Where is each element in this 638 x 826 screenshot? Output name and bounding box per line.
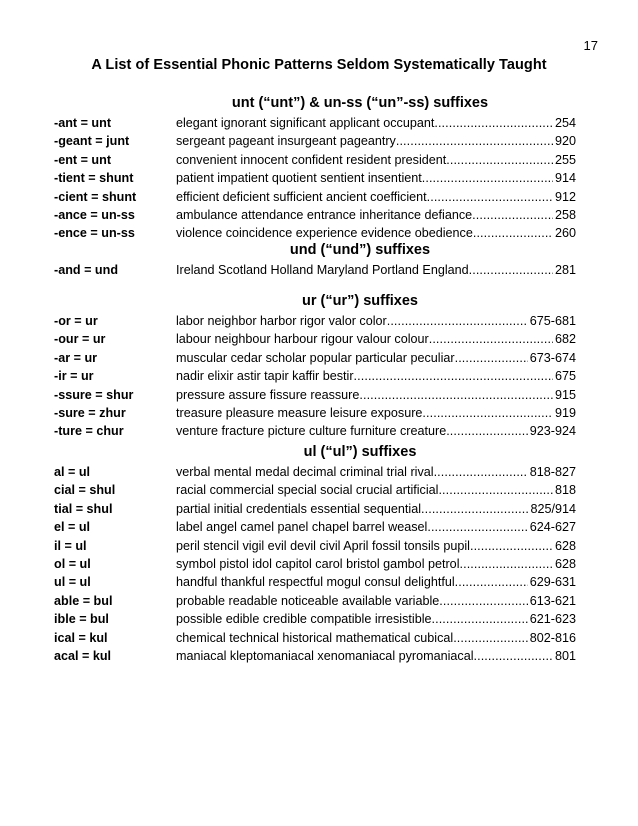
example-words: violence coincidence experience evidence obedience [176,226,473,241]
example-words: efficient deficient sufficient ancient coefficient [176,189,427,204]
pattern-row [54,312,576,330]
dot-leader [446,422,528,440]
document-title: A List of Essential Phonic Patterns Seldom Systematically Taught [91,57,547,73]
page-reference: 255 [554,152,576,167]
example-entry [176,169,576,187]
page-reference: 675-681 [529,314,576,328]
suffix-pattern: ical = kul [54,630,108,645]
pattern-row [54,422,576,440]
section-unt-suffixes [54,92,576,243]
example-words: ambulance attendance entrance inheritance defiance [176,207,473,222]
example-entry [176,330,576,348]
dot-leader [359,386,553,404]
suffix-pattern: -ssure = shur [54,387,134,402]
section-heading: ur (“ur”) suffixes [301,293,418,309]
dot-leader [354,367,553,385]
dot-leader [460,555,553,573]
page-reference: 613-621 [529,593,576,608]
suffix-pattern: acal = kul [54,648,112,663]
example-words: possible edible credible compatible irresistible [176,612,432,627]
dot-leader [472,206,553,224]
example-words: maniacal kleptomaniacal xenomaniacal pyromaniacal [176,648,474,663]
dot-leader [422,404,553,422]
pattern-row [54,367,576,385]
example-entry [176,151,576,169]
page-reference: 675 [554,369,576,384]
example-words: peril stencil vigil evil devil civil April fossil tonsils pupil [176,538,470,553]
dot-leader [446,151,553,169]
example-entry [176,537,576,555]
dot-leader [455,573,528,591]
dot-leader [474,647,553,665]
example-entry [176,132,576,150]
dot-leader [434,114,553,132]
example-entry [176,592,576,610]
section-ur-suffixes [54,290,576,441]
pattern-row [54,629,576,647]
suffix-pattern: -ture = chur [54,424,124,439]
example-entry [176,114,576,132]
example-entry [176,573,576,591]
suffix-pattern: -sure = zhur [54,405,126,420]
dot-leader [453,629,528,647]
example-entry [176,349,576,367]
pattern-row [54,647,576,665]
page-reference: 628 [554,538,576,553]
pattern-row [54,132,576,150]
example-entry [176,367,576,385]
dot-leader [432,610,528,628]
section-heading: und (“und”) suffixes [289,242,431,258]
dot-leader [429,330,553,348]
example-words: probable readable noticeable available variable [176,593,440,608]
page-reference: 258 [554,207,576,222]
page-reference: 624-627 [529,520,576,535]
page-reference: 912 [554,189,576,204]
page-reference: 914 [554,171,576,186]
page-reference: 628 [554,556,576,571]
example-words: chemical technical historical mathematical cubical [176,630,454,645]
suffix-pattern: -ar = ur [54,350,98,365]
page-reference: 818-827 [529,465,576,479]
example-entry [176,481,576,499]
suffix-pattern: -and = und [54,263,119,277]
page-reference: 919 [554,405,576,420]
dot-leader [434,463,528,481]
example-entry [176,261,576,279]
pattern-row [54,404,576,422]
suffix-pattern: cial = shul [54,483,116,498]
dot-leader [470,537,553,555]
example-entry [176,500,576,518]
pattern-row [54,261,576,279]
page-number: 17 [583,38,598,53]
example-entry [176,206,576,224]
example-words: partial initial credentials essential sequential [176,501,422,516]
example-words: pressure assure fissure reassure [176,387,360,402]
example-words: elegant ignorant significant applicant occupant [176,116,435,130]
section-heading: unt (“unt”) & un-ss (“un”-ss) suffixes [231,95,489,111]
dot-leader [387,312,528,330]
page-reference: 260 [554,226,576,241]
pattern-row [54,188,576,206]
example-words: patient impatient quotient sentient insentient [176,171,422,186]
section-und-suffixes [54,239,576,279]
suffix-pattern: ul = ul [54,575,91,590]
suffix-pattern: -ent = unt [54,152,112,167]
page-reference: 801 [554,648,576,663]
example-entry [176,404,576,422]
pattern-row [54,349,576,367]
example-entry [176,555,576,573]
pattern-row [54,330,576,348]
dot-leader [396,132,553,150]
page-reference: 920 [554,134,576,149]
suffix-pattern: -our = ur [54,332,106,347]
example-words: racial commercial special social crucial artificial [176,483,439,498]
suffix-pattern: -ence = un-ss [54,226,135,241]
suffix-pattern: -geant = junt [54,134,130,149]
pattern-row [54,592,576,610]
example-words: convenient innocent confident resident president [176,152,447,167]
example-entry [176,518,576,536]
example-words: Ireland Scotland Holland Maryland Portland England [176,263,469,277]
pattern-row [54,206,576,224]
dot-leader [469,261,553,279]
pattern-row [54,114,576,132]
example-entry [176,422,576,440]
example-words: symbol pistol idol capitol carol bristol gambol petrol [176,556,460,571]
example-words: venture fracture picture culture furniture creature [176,424,447,439]
page-reference: 682 [554,332,576,347]
suffix-pattern: -tient = shunt [54,171,134,186]
pattern-row [54,573,576,591]
example-entry [176,188,576,206]
dot-leader [422,169,553,187]
dot-leader [427,188,553,206]
section-ul-suffixes [54,441,576,665]
pattern-row [54,386,576,404]
pattern-row [54,500,576,518]
example-words: labour neighbour harbour rigour valour colour [176,332,429,347]
suffix-pattern: -ance = un-ss [54,207,135,222]
example-words: verbal mental medal decimal criminal trial rival [176,465,434,479]
page-reference: 802-816 [529,630,576,645]
example-words: nadir elixir astir tapir kaffir bestir [176,369,354,384]
suffix-pattern: -cient = shunt [54,189,137,204]
dot-leader [421,500,528,518]
dot-leader [455,349,528,367]
example-words: muscular cedar scholar popular particular peculiar [176,350,455,365]
page-reference: 915 [554,387,576,402]
suffix-pattern: il = ul [54,538,87,553]
example-entry [176,629,576,647]
example-words: label angel camel panel chapel barrel weasel [176,520,428,535]
example-entry [176,386,576,404]
pattern-row [54,518,576,536]
suffix-pattern: al = ul [54,465,91,479]
suffix-pattern: -ir = ur [54,369,94,384]
page-reference: 254 [554,116,576,130]
suffix-pattern: el = ul [54,520,91,535]
section-heading: ul (“ul”) suffixes [303,444,417,460]
dot-leader [427,518,527,536]
pattern-row [54,463,576,481]
pattern-row [54,481,576,499]
pattern-row [54,610,576,628]
dot-leader [438,481,553,499]
example-entry [176,463,576,481]
example-words: labor neighbor harbor rigor valor color [176,314,387,328]
page-reference: 621-623 [529,612,576,627]
dot-leader [439,592,528,610]
suffix-pattern: ol = ul [54,556,91,571]
suffix-pattern: -ant = unt [54,116,112,130]
example-words: handful thankful respectful mogul consul delightful [176,575,455,590]
page-reference: 281 [554,263,576,277]
suffix-pattern: able = bul [54,593,113,608]
page-reference: 818 [554,483,576,498]
pattern-row [54,169,576,187]
page-reference: 923-924 [529,424,576,439]
example-words: sergeant pageant insurgeant pageantry [176,134,396,149]
page-reference: 629-631 [529,575,576,590]
example-entry [176,312,576,330]
pattern-row [54,151,576,169]
pattern-row [54,555,576,573]
suffix-pattern: tial = shul [54,501,113,516]
pattern-row [54,537,576,555]
suffix-pattern: -or = ur [54,314,98,328]
suffix-pattern: ible = bul [54,612,109,627]
page-reference: 825/914 [530,501,576,516]
example-words: treasure pleasure measure leisure exposure [176,405,423,420]
page-reference: 673-674 [529,350,576,365]
example-entry [176,647,576,665]
example-entry [176,610,576,628]
